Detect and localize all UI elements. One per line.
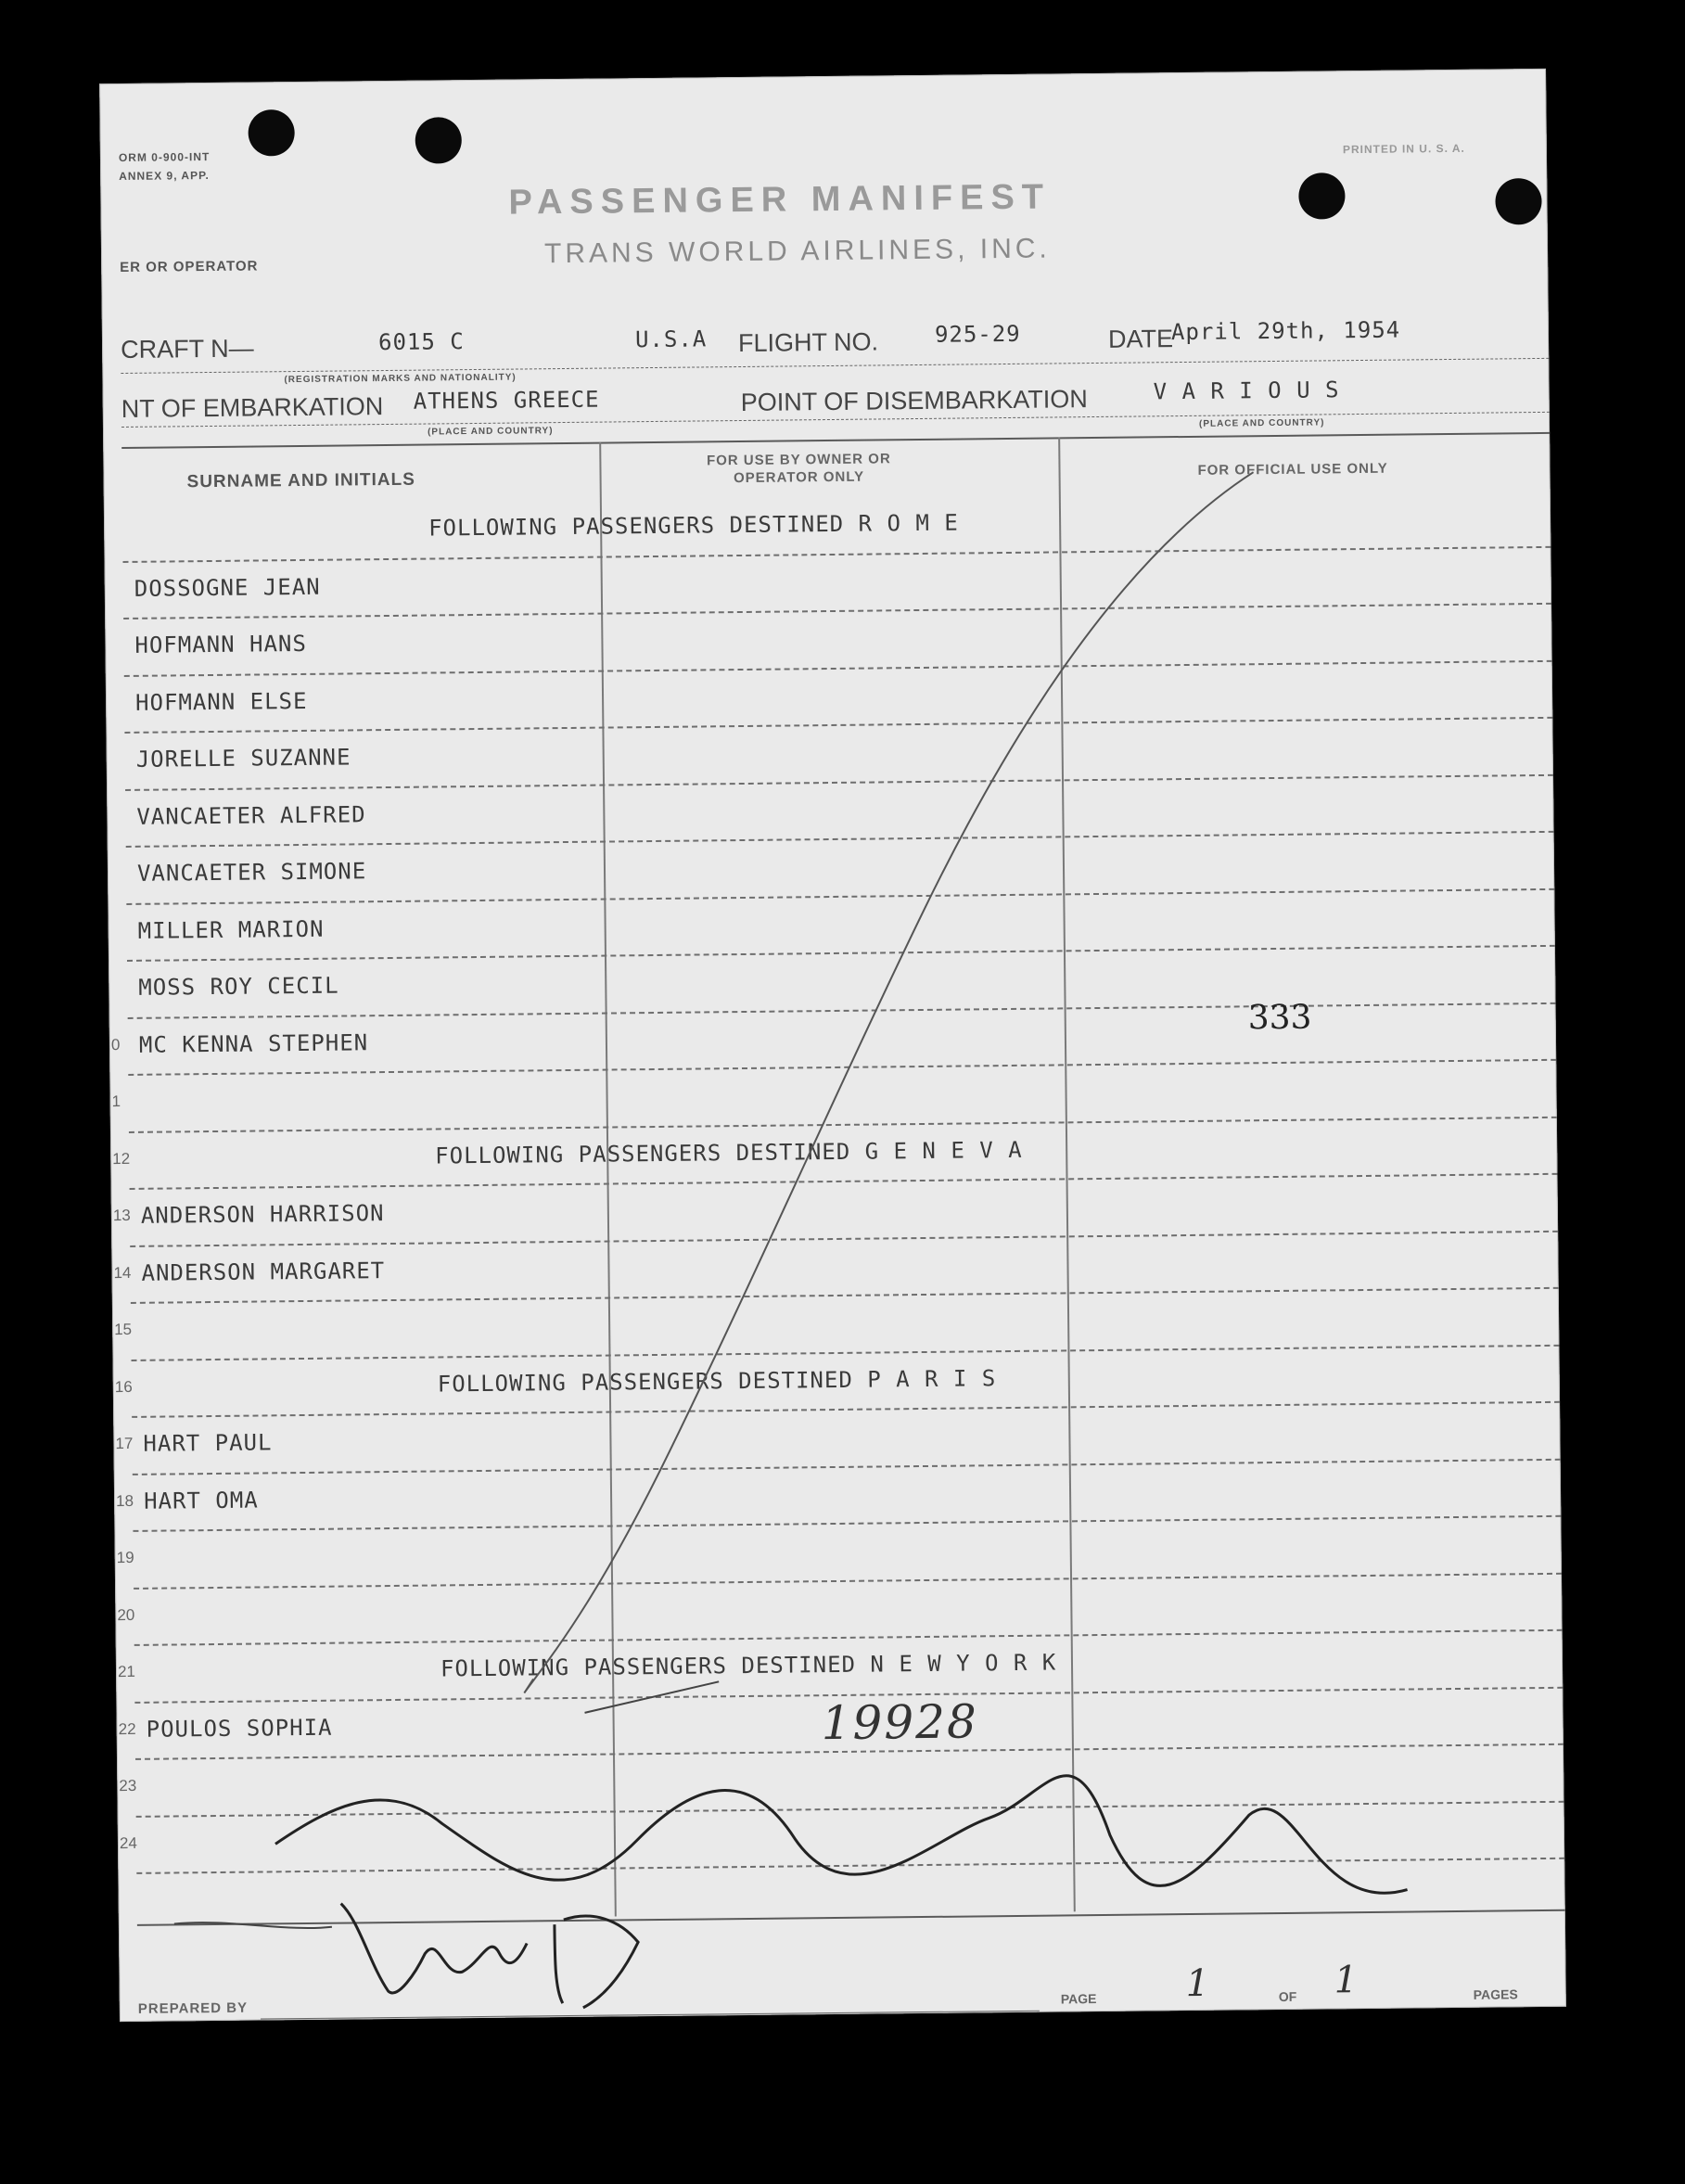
- passenger-name: JORELLE SUZANNE: [135, 744, 351, 773]
- passenger-name: MILLER MARION: [137, 915, 325, 944]
- of-label: OF: [1278, 1988, 1297, 2005]
- destination-heading: FOLLOWING PASSENGERS DESTINED R O M E: [428, 509, 959, 542]
- row-number: 24: [119, 1833, 137, 1852]
- passenger-name: HOFMANN ELSE: [134, 687, 308, 716]
- disembarkation-value: V A R I O U S: [1153, 377, 1340, 405]
- prepared-by-label: PREPARED BY: [137, 1999, 249, 2017]
- flight-value: 925-29: [934, 320, 1021, 348]
- passenger-name: HART OMA: [143, 1487, 259, 1514]
- date-value: April 29th, 1954: [1170, 316, 1401, 346]
- disembarkation-label: POINT OF DISEMBARKATION: [740, 385, 1088, 417]
- craft-label: CRAFT N—: [120, 334, 254, 364]
- page-label: PAGE: [1060, 1991, 1097, 2007]
- date-label: DATE: [1107, 325, 1174, 353]
- pencil-marks: [99, 69, 1566, 2022]
- row-number: 16: [114, 1377, 133, 1396]
- document-title: PASSENGER MANIFEST: [508, 177, 1052, 223]
- row-number: 21: [117, 1662, 136, 1681]
- destination-heading: FOLLOWING PASSENGERS DESTINED P A R I S: [437, 1364, 997, 1397]
- row-number: 1: [111, 1092, 121, 1111]
- row-number: 14: [113, 1263, 132, 1282]
- registration-caption: (REGISTRATION MARKS AND NATIONALITY): [284, 372, 517, 386]
- form-number: ORM 0-900-INT: [118, 149, 211, 165]
- destination-heading: FOLLOWING PASSENGERS DESTINED G E N E V A: [435, 1136, 1023, 1169]
- passenger-name: VANCAETER SIMONE: [136, 858, 367, 887]
- page-value: 1: [1185, 1961, 1210, 2006]
- passenger-name: HOFMANN HANS: [134, 630, 307, 658]
- row-number: 18: [116, 1491, 134, 1510]
- passenger-name: HART PAUL: [143, 1429, 273, 1457]
- embarkation-value: ATHENS GREECE: [413, 386, 600, 415]
- embarkation-label: NT OF EMBARKATION: [121, 392, 384, 423]
- row-number: 13: [112, 1206, 131, 1225]
- owner-use-column-header: FOR USE BY OWNER OR OPERATOR ONLY: [706, 451, 891, 487]
- manifest-sheet: [99, 69, 1566, 2022]
- row-number: 19: [116, 1548, 134, 1567]
- place-caption: (PLACE AND COUNTRY): [1198, 417, 1325, 429]
- row-number: 20: [117, 1605, 135, 1624]
- printed-in-label: PRINTED IN U. S. A.: [1342, 141, 1465, 157]
- row-number: 12: [112, 1149, 131, 1168]
- flight-label: FLIGHT NO.: [737, 327, 879, 358]
- row-number: 22: [118, 1719, 136, 1738]
- owner-operator-label: ER OR OPERATOR: [120, 258, 259, 276]
- surname-column-header: SURNAME AND INITIALS: [186, 469, 415, 492]
- passenger-name: POULOS SOPHIA: [146, 1714, 333, 1743]
- nationality-value: U.S.A: [634, 326, 708, 353]
- passenger-name: ANDERSON MARGARET: [141, 1257, 386, 1286]
- passenger-name: DOSSOGNE JEAN: [134, 573, 321, 602]
- destination-heading: FOLLOWING PASSENGERS DESTINED N E W Y O R K: [440, 1649, 1057, 1682]
- place-caption: (PLACE AND COUNTRY): [427, 426, 554, 438]
- passenger-name: MC KENNA STEPHEN: [138, 1028, 369, 1058]
- craft-value: 6015 C: [377, 328, 465, 356]
- passenger-name: MOSS ROY CECIL: [138, 972, 339, 1001]
- of-value: 1: [1334, 1959, 1359, 2002]
- annex-label: ANNEX 9, APP.: [119, 168, 210, 184]
- passenger-name: ANDERSON HARRISON: [140, 1200, 385, 1229]
- passenger-name: VANCAETER ALFRED: [136, 800, 366, 830]
- pages-label: PAGES: [1473, 1986, 1518, 2002]
- handwritten-number: 19928: [821, 1694, 979, 1751]
- official-number: 333: [1247, 998, 1312, 1038]
- row-number: 15: [114, 1320, 133, 1339]
- airline-name: TRANS WORLD AIRLINES, INC.: [543, 233, 1051, 270]
- row-number: 17: [115, 1434, 134, 1453]
- official-use-column-header: FOR OFFICIAL USE ONLY: [1197, 460, 1388, 479]
- row-number: 23: [119, 1776, 137, 1795]
- row-number: 0: [110, 1035, 121, 1054]
